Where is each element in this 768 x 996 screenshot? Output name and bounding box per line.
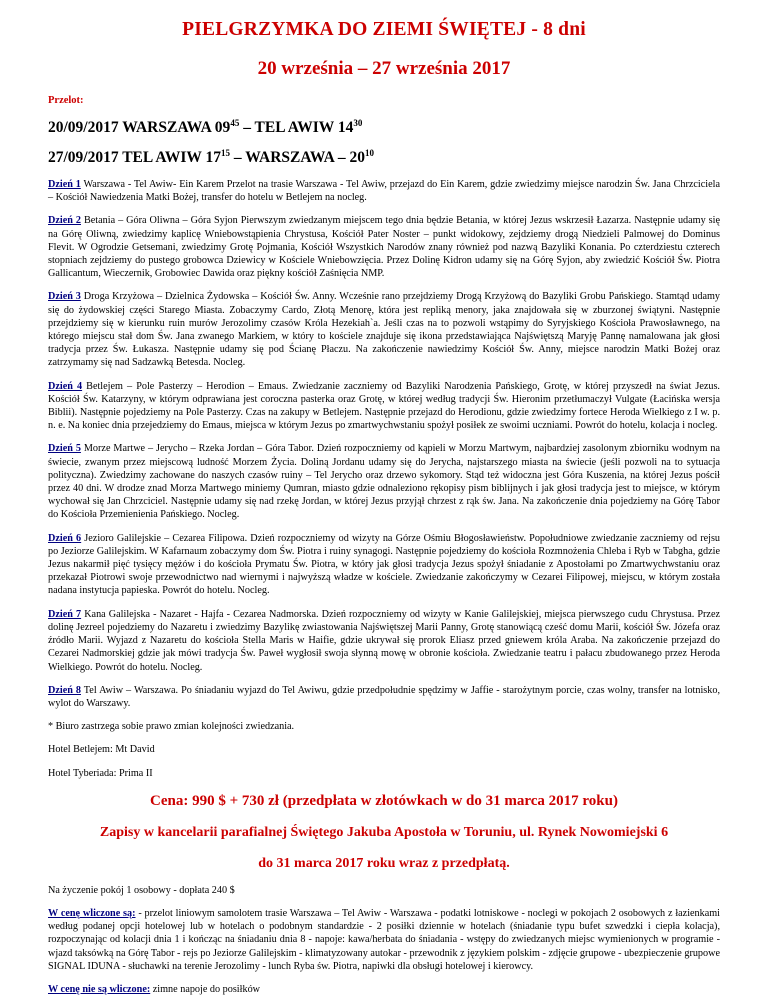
day-5: [48, 442, 720, 521]
signup-deadline: do 31 marca 2017 roku wraz z przedpłatą.: [258, 855, 510, 871]
included-text: - przelot liniowym samolotem trasie Warszawa – Tel Awiw - Warszawa - podatki lotniskowe - noclegi w pokojach 2 osobowych z łazienkami według podanej opcji hotelowej lub w hotelach o podobnym standardzie - 2 posiłki dziennie w hotelach (śniadanie typu bufet szwedzki i ciepła kolacja), rozpoczynając od kolacji dnia 1 i kończąc na śniadaniu dnia 8 - napoje: kawa/herbata do śniadania - wstępy do zwiedzanych miejsc wymienionych w programie - wjazd taksówką na Górę Tabor - rejs po Jeziorze Galilejskim - klimatyzowany autokar - przewodnik z językiem polskim - zdjęcie grupowe - ubezpieczenie grupowe SIGNAL IDUNA - słuchawki na terenie Jerozolimy - lunch Ryba św. Piotra, napiwki dla obsługi hotelowej i kierowcy.: [48, 907, 721, 972]
flight-return-dep-min: 15: [221, 148, 230, 158]
flight-return-arr-min: 10: [364, 148, 374, 158]
day-1: [48, 178, 720, 204]
flight-label: Przelot:: [48, 95, 84, 106]
day-3-text: Droga Krzyżowa – Dzielnica Żydowska – Kościół Św. Anny. Wcześnie rano przejdziemy Drogą Krzyżową do Bazyliki Grobu Pańskiego. Stamtąd udamy się do żydowskiej części Starego Miasta. Zobaczymy Cardo, Złotą Menorę, która jest repliką menory, jaka znajdowała się w zburzonej świątyni. Następnie przejdziemy się w kierunku ruin murów Jerozolimy czasów Króla Hezekiah`a. Jeśli czas na to pozwoli wstąpimy do Syryjskiego Kościoła Prawosławnego, na którego miejscu stał dom Św. Jana zwanego Markiem, w który to kościele znajduje się ikona przedstawiająca Najświętszą Maryję Pannę namalowana jak głosi tradycja przez Św. Łukasza. Następnie udamy się pod Ścianę Płaczu. Na zakończenie nawiedzimy Kościół Św. Anny, miejsce narodzin Matki Bożej oraz zatrzymamy się nad Sadzawką Betesda. Nocleg.: [48, 291, 720, 369]
day-8-text: Tel Awiw – Warszawa. Po śniadaniu wyjazd do Tel Awiwu, gdzie przedpołudnie spędzimy w Jaffie - starożytnym porcie, czas wolny, transfer na lotnisko, wylot do Warszawy.: [48, 684, 720, 709]
flight-outbound-to: – TEL AWIW 14: [239, 119, 354, 136]
flight-outbound-arr-min: 30: [353, 118, 363, 128]
day-7: [48, 608, 720, 674]
excluded-label: W cenę nie są wliczone:: [48, 983, 151, 995]
day-3-label: Dzień 3: [48, 291, 81, 303]
day-2: [48, 214, 720, 280]
day-7-label: Dzień 7: [48, 608, 82, 620]
day-4-label: Dzień 4: [48, 380, 83, 392]
trip-dates: 20 września – 27 września 2017: [257, 58, 511, 79]
page-title: PIELGRZYMKA DO ZIEMI ŚWIĘTEJ - 8 dni: [182, 19, 586, 40]
day-1-label: Dzień 1: [48, 179, 81, 190]
flight-return-to: – WARSZAWA – 20: [230, 149, 365, 166]
day-8-label: Dzień 8: [48, 684, 81, 696]
day-1-text: Warszawa - Tel Awiw- Ein Karem Przelot na trasie Warszawa - Tel Awiw, przejazd do Ein Karem, gdzie zwiedzimy miejsce narodzin Św. Jana Chrzciciela – Kościół Nawiedzenia Matki Bożej, transfer do hotelu w Betlejem na nocleg.: [48, 179, 720, 204]
day-2-text: Betania – Góra Oliwna – Góra Syjon Pierwszym zwiedzanym miejscem tego dnia będzie Betania, w której Jezus wskrzesił Łazarza. Następnie udamy się na Górę Oliwną, zwiedzimy kaplicę Wniebowstąpienia Chrystusa, Kościół Pater Noster – punkt widokowy, zejdziemy drogą Niedzieli Palmowej do Dominus Flevit. W Ogrodzie Getsemani, zwiedzimy Grotę Pojmania, Kościół Wszystkich Narodów znany również pod nazwą Bazyliki Konania. Po czterdziestu czterech stopniach zejdziemy do pustego grobowca Dziewicy w Kościele Wniebowzięcia. Przez Dolinę Kidron udamy się na Górę Syjon, aby zwiedzić Kościół Św. Piotra Gallicantum, Wieczernik, Grobowiec Dawida oraz piękny kościół Zaśnięcia NMP.: [48, 215, 720, 280]
flight-return-from: 27/09/2017 TEL AWIW 17: [48, 149, 221, 166]
day-4-text: Betlejem – Pole Pasterzy – Herodion – Emaus. Zwiedzanie zaczniemy od Bazyliki Narodzenia Pańskiego, Grotę, w której przyszedł na świat Jezus. Kościół Św. Katarzyny, w którym odprawiana jest coroczna pasterka oraz Grotę, w której według tradycji Św. Hieronim przetłumaczył Vulgate (Łacińska wersja Biblii). Następnie pojedziemy na Pole Pasterzy. Czas na zakupy w Betlejem. Następnie przejazd do Herodionu, gdzie zwiedzimy fortece Heroda Wielkiego z I w. p. n. e. Na koniec dnia przejedziemy do Emaus, miejsca w którym Jezus po zmartwychwstaniu spożył posiłek ze swoimi uczniami. Powrót do hotelu, kolacja i nocleg.: [48, 380, 720, 432]
signup-place: Zapisy w kancelarii parafialnej Świętego Jakuba Apostoła w Toruniu, ul. Rynek Nowomiejski 6: [99, 824, 669, 840]
day-5-text: Morze Martwe – Jerycho – Rzeka Jordan – Góra Tabor. Dzień rozpoczniemy od kąpieli w Morzu Martwym, najbardziej zasolonym zbiorniku wodnym na świecie, zwanym przez miejscową ludność Morzem Życia. Doliną Jordanu udamy się do Jerycha, najstarszego miasta na świecie (jeśli pozwoli na to sytuacja polityczna). Zwiedzimy zachowane do naszych czasów ruiny – Tel Jerycho oraz drzewo sykomory. Stąd też widoczna jest Góra Kuszenia, na której Jezus pościł przez 40 dni. W drodze znad Morza Martwego miniemy Qumran, miasto gdzie odnaleziono rękopisy pism biblijnych i jak głosi tradycja jest to miejsce, w którym wychował się Jan Chrzciciel. Następnie udamy się nad rzekę Jordan, w której Jezus przyjął chrzest z rąk św. Jana. Na zakończenie dnia pojedziemy na Górę Tabor do Kościoła Przemienienia Pańskiego. Nocleg.: [48, 443, 720, 521]
excluded-text: zimne napoje do posiłków: [150, 983, 261, 995]
flight-outbound: [48, 118, 720, 138]
day-7-text: Kana Galilejska - Nazaret - Hajfa - Cezarea Nadmorska. Dzień rozpoczniemy od wizyty w Kanie Galilejskiej, miejsca pierwszego cudu Chrystusa. Przez dolinę Jezreel pojedziemy do Nazaretu i zwiedzimy Bazylikę zwiastowania Najświętszej Marii Panny, Grotę stanowiącą cześć domu Marii, kościół Św. Józefa oraz źródło Marii. Wyjazd z Nazaretu do kościoła Stella Maris w Haifie, gdzie ukrywał się prorok Eliasz przed gniewem króla Araba. Na zakończenie przejazd do Cezarei Nadmorskiej gdzie jak mówi tradycja Św. Paweł wygłosił swoja słynną mowę w obronie kościoła. Zwiedzanie teatru i pałacu zbudowanego przez Heroda Wielkiego. Powrót do hotelu. Nocleg.: [48, 608, 720, 673]
hotel-betlejem: Hotel Betlejem: Mt David: [48, 744, 155, 756]
price: Cena: 990 $ + 730 zł (przedpłata w złotówkach w do 31 marca 2017 roku): [150, 792, 618, 809]
day-8: [48, 684, 720, 710]
day-2-label: Dzień 2: [48, 215, 81, 227]
flight-outbound-from: 20/09/2017 WARSZAWA 09: [48, 119, 231, 136]
single-room-note: Na życzenie pokój 1 osobowy - dopłata 240 $: [48, 884, 235, 896]
flight-outbound-dep-min: 45: [230, 118, 240, 128]
day-3: [48, 290, 720, 369]
hotel-tyberiada: Hotel Tyberiada: Prima II: [48, 767, 153, 779]
included: [48, 907, 720, 973]
day-6: [48, 532, 720, 598]
excluded: [48, 983, 720, 996]
flight-return: [48, 148, 720, 168]
note-change: * Biuro zastrzega sobie prawo zmian kolejności zwiedzania.: [48, 721, 295, 733]
day-6-text: Jezioro Galilejskie – Cezarea Filipowa. Dzień rozpoczniemy od wizyty na Górze Ośmiu Błogosławieństw. Popołudniowe zwiedzanie zaczniemy od rejsu po Jeziorze Galilejskim. W Kafarnaum zobaczymy dom Św. Piotra i ruiny synagogi. Następnie pojedziemy do kościoła Rozmnożenia Chleba i Ryb w Tabgha, gdzie Jezus nakarmił pięć tysięcy mężów i do kościoła Prymatu Św. Piotra, w który jak głosi tradycja Jezus spożył śniadanie z Apostołami po Zmartwychwstaniu oraz przekazał Piotrowi swoje przewodnictwo nad wiernymi i najwyższą władze w kościele. Zwiedzanie zakończymy w Cezarei Filipowej, miejscu, w którym została nadana instytucja papieska. Powrót do hotelu. Nocleg.: [48, 532, 720, 597]
included-label: W cenę wliczone są:: [48, 907, 136, 919]
day-4: [48, 380, 720, 433]
day-6-label: Dzień 6: [48, 532, 82, 544]
day-5-label: Dzień 5: [48, 443, 81, 455]
